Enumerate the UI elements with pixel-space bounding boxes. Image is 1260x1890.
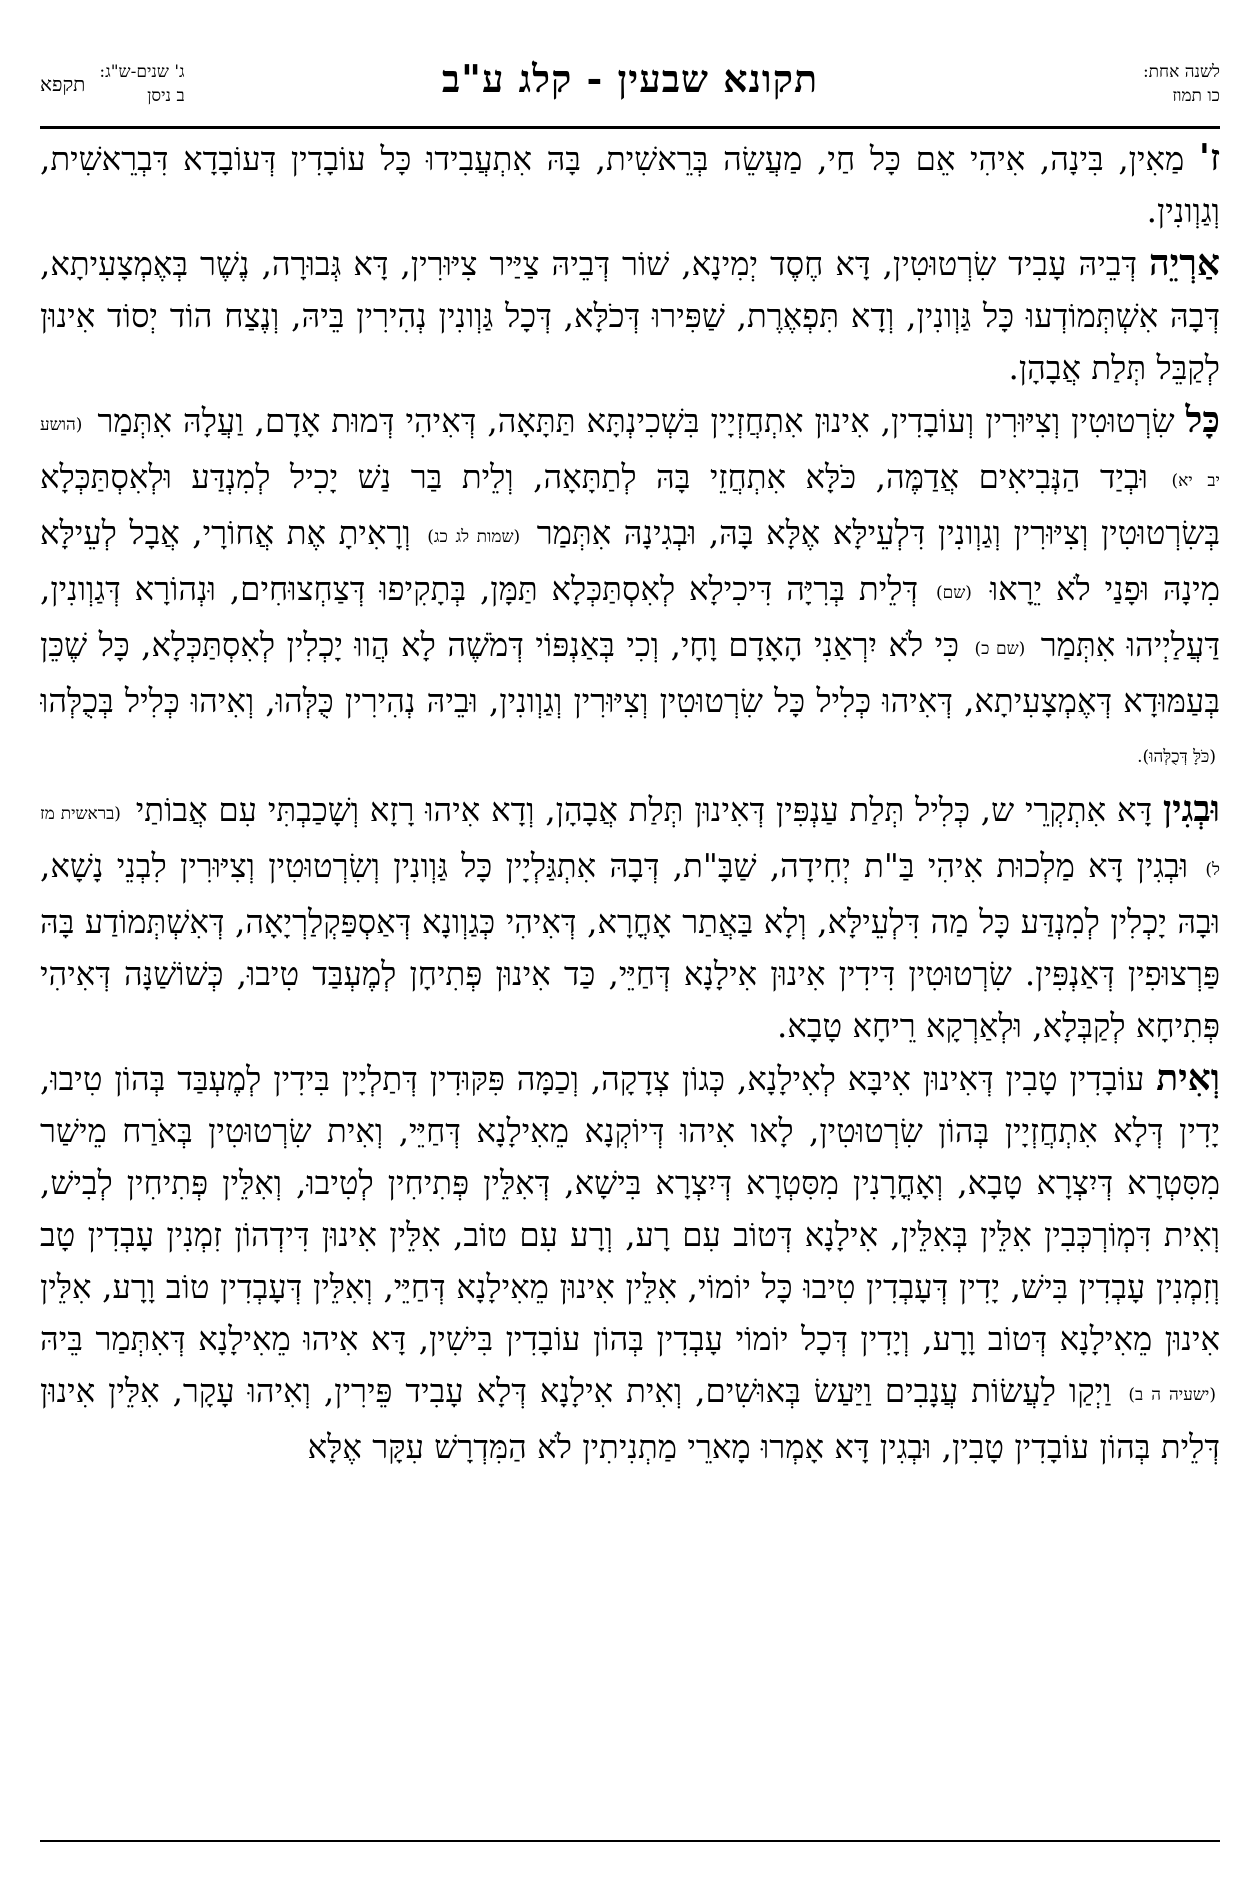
header-schedule-label: לשנה אחת: bbox=[1142, 62, 1220, 82]
paragraph-1 bbox=[40, 132, 1220, 237]
verse-reference: (בראשית מז ל) bbox=[40, 804, 1220, 880]
verse-reference: (ישעיה ה ב) bbox=[1128, 1385, 1216, 1405]
paragraph-lead-word: כָּל bbox=[1185, 399, 1220, 441]
header-schedule-date: כו תמוז bbox=[1172, 86, 1220, 106]
verse-reference: (שם כ) bbox=[974, 639, 1026, 659]
paragraph-text: עוֹבָדִין טָבִין דְּאִינוּן אִיבָּא לְאִילָנָא, כְּגוֹן צְדָקָה, וְכַמָּה פִּקּוּדִין דְּתַלְיָין בִּידִין לְמֶעְבַּד בְּהוֹן טִיבוּ, יָדִין דְּלָא אִתְחֲזְיָין בְּהוֹן שִׂרְטוּטִין, לָאו אִיהוּ דְּיוֹקְנָא מֵאִילָנָא דְּחַיֵּי, וְאִית שִׂרְטוּטִין בְּאֹרַח מֵישַׁר מִסִּטְרָא דְּיִצְרָא טָבָא, וְאָחֳרָנִין מִסִּטְרָא דְּיִצְרָא בִּישָׁא, דְּאִלֵּין פְּתִיחִין לְטִיבוּ, וְאִלֵּין פְּתִיחִין לְבִישׁ, וְאִית דִּמְוֹרְכְּבִין אִלֵּין בְּאִלֵּין, אִילָנָא דְּטוֹב עִם רָע, וְרָע עִם טוֹב, אִלֵּין אִינוּן דִּידְהוֹן זִמְנִין עָבְדִין טָב וְזִמְנִין עָבְדִין בִּישׁ, יָדִין דְּעָבְדִין טִיבוּ כָּל יוֹמוֹי, אִלֵּין אִינוּן מֵאִילָנָא דְּחַיֵּי, וְאִלֵּין דְּעָבְדִין טוֹב וָרָע, אִלֵּין אִינוּן מֵאִילָנָא דְּטוֹב וָרָע, וְיָדִין דְּכָל יוֹמוֹי עָבְדִין בְּהוֹן עוֹבָדִין בִּישִׁין, דָּא אִיהוּ מֵאִילָנָא דְּאִתְּמַר בֵּיהּ bbox=[40, 1060, 1220, 1358]
paragraph-lead-word: וּבְגִין bbox=[1162, 788, 1220, 830]
main-text bbox=[40, 132, 1220, 1836]
paragraph-text: שִׂרְטוּטִין וְצִיּוּרִין וְעוֹבָדִין, אִינוּן אִתְחֲזְיָין בִּשְׁכִינְתָּא תַּתָּאָה, דְּאִיהִי דְּמוּת אָדָם, וַעֲלָהּ אִתְּמַר bbox=[97, 402, 1175, 440]
header-page-info bbox=[40, 60, 185, 108]
paragraph-2 bbox=[40, 237, 1220, 394]
header-cycle-label: ג' שנים-ש"ג: bbox=[99, 62, 185, 82]
paragraph-text: וּבְיַד הַנְּבִיאִים אֲדַמֶּה, כֹּלָּא אִתְחֲזֵי בָּהּ לְתַתָּאָה, וְלֵית בַּר נַשׁ יָכִיל לְמִנְדַּע וּלְאִסְתַּכְּלָא בְּשִׂרְטוּטִין וְצִיּוּרִין וְגַוְונִין דִּלְעֵילָּא אֶלָּא בָּהּ, וּבְגִינָהּ אִתְּמַר bbox=[40, 458, 1220, 552]
header-rule bbox=[40, 126, 1220, 129]
header-cycle-date: ב ניסן bbox=[147, 86, 185, 106]
running-header bbox=[40, 50, 1220, 124]
gloss-note: (כֹּלָּ דְּכֻלְּהוּ). bbox=[1137, 747, 1216, 767]
page-number: תקפא bbox=[40, 72, 86, 96]
paragraph-text: מַאִין, בִּינָה, אִיהִי אֵם כָּל חַי, מַעֲשֵׂה בְּרֵאשִׁית, בָּהּ אִתְעֲבִידוּ כָּל עוֹבָדִין דְּעוֹבָדָא דִּבְרֵאשִׁית, וְגַוְונִין. bbox=[40, 140, 1220, 230]
paragraph-text: דְּלֵית בְּרִיָּה דִּיכִילָא לְאִסְתַּכְּלָא תַּמָּן, בְּתָקִיפוּ דְּצַחְצוּחִים, וּנְהוֹרָא דְּגַוְונִין, דַּעֲלַיְיהוּ אִתְּמַר bbox=[40, 570, 1220, 664]
verse-reference: (שמות לג כג) bbox=[427, 527, 521, 547]
verse-reference: (הושע יב יא) bbox=[40, 415, 1220, 491]
paragraph-text: וּבְגִין דָּא מַלְכוּת אִיהִי בַּ"ת יְחִידָה, שַׁבָּ"ת, דְּבָהּ אִתְגַּלְיָין כָּל גַּוְונִין וְשִׂרְטוּטִין וְצִיּוּרִין לִבְנֵי נָשָׁא, וּבָהּ יָכְלִין לְמִנְדַּע כָּל מַה דִּלְעֵילָּא, וְלָא בַּאֲתַר אָחֳרָא, דְּאִיהִי כְּגַוְונָא דְּאַסְפַּקְלַרְיָאָה, דְּאִשְׁתְּמוֹדַע בָּהּ פַּרְצוּפִין דְּאַנְפִּין. שִׂרְטוּטִין דִּידִין אִינוּן אִילָנָא דְּחַיֵּי, כַּד אִינוּן פְּתִיחָן לְמֶעְבַּד טִיבוּ, כְּשׁוֹשַׁנָּה דְּאִיהִי פְּתִיחָא לְקַבְּלָא, וּלְאַרְקָא רֵיחָא טָבָא. bbox=[40, 847, 1220, 1045]
paragraph-5 bbox=[40, 1052, 1220, 1473]
paragraph-text: דָּא אִתְקְרֵי ש, כְּלִיל תְּלַת עַנְפִּין דְּאִינוּן תְּלַת אֲבָהָן, וְדָא אִיהוּ רָזָא וְשָׁכַבְתִּי עִם אֲבוֹתַי bbox=[135, 791, 1153, 829]
verse-reference: (שם) bbox=[936, 583, 972, 603]
paragraph-lead-word: אַרְיֵה bbox=[1149, 242, 1220, 284]
paragraph-text: כִּי לֹא יִרְאַנִי הָאָדָם וָחָי, וְכִי בְּאַנְפּוֹי דְּמֹשֶׁה לָא הֲווּ יָכְלִין לְאִסְתַּכְּלָא, כָּל שֶׁכֵּן בְּעַמּוּדָא דְּאֶמְצָעִיתָא, דְּאִיהוּ כְּלִיל כָּל שִׂרְטוּטִין וְצִיּוּרִין וְגַוְונִין, וּבֵיהּ נְהִירִין כֻּלְּהוּ, וְאִיהוּ כְּלִיל בְּכֻלְּהוּ bbox=[40, 626, 1220, 720]
paragraph-text: וַיְקַו לַעֲשׂוֹת עֲנָבִים וַיַּעַשׂ בְּאוּשִׁים, וְאִית אִילָנָא דְּלָא עָבִיד פֵּירִין, וְאִיהוּ עָקָר, אִלֵּין אִינוּן דְּלֵית בְּהוֹן עוֹבָדִין טָבִין, וּבְגִין דָּא אָמְרוּ מָארֵי מַתְנִיתִין לֹא הַמִּדְרָשׁ עִקָּר אֶלָּא bbox=[40, 1372, 1220, 1466]
paragraph-3 bbox=[40, 394, 1220, 783]
paragraph-text: וְרָאִיתָ אֶת אֲחוֹרָי, אֲבָל לְעֵילָּא מִינָהּ וּפָנַי לֹא יֵרָאוּ bbox=[40, 514, 1220, 608]
header-cycle-info bbox=[99, 60, 184, 108]
paragraph-lead-word: וְאִית bbox=[1156, 1057, 1220, 1099]
page-title: תקונא שבעין - קלג ע"ב bbox=[441, 56, 819, 101]
paragraph-text: דְּבֵיהּ עָבִיד שִׂרְטוּטִין, דָּא חֶסֶד יְמִינָא, שׁוֹר דְּבֵיהּ צַיַּיר צִיּוּרִין, דָּא גְּבוּרָה, נֶשֶׁר בְּאֶמְצָעִיתָא, דְּבָהּ אִשְׁתְּמוֹדְעוּ כָּל גַּוְונִין, וְדָא תִּפְאֶרֶת, שַׁפִּירוּ דְּכֹלָּא, דְּכָל גַּוְונִין נְהִירִין בֵּיהּ, וְנֶצַח הוֹד יְסוֹד אִינוּן לְקַבֵּל תְּלַת אֲבָהָן. bbox=[40, 245, 1220, 387]
paragraph-lead-word: ז' bbox=[1198, 137, 1220, 179]
paragraph-4 bbox=[40, 783, 1220, 1052]
footer-rule bbox=[40, 1840, 1220, 1842]
